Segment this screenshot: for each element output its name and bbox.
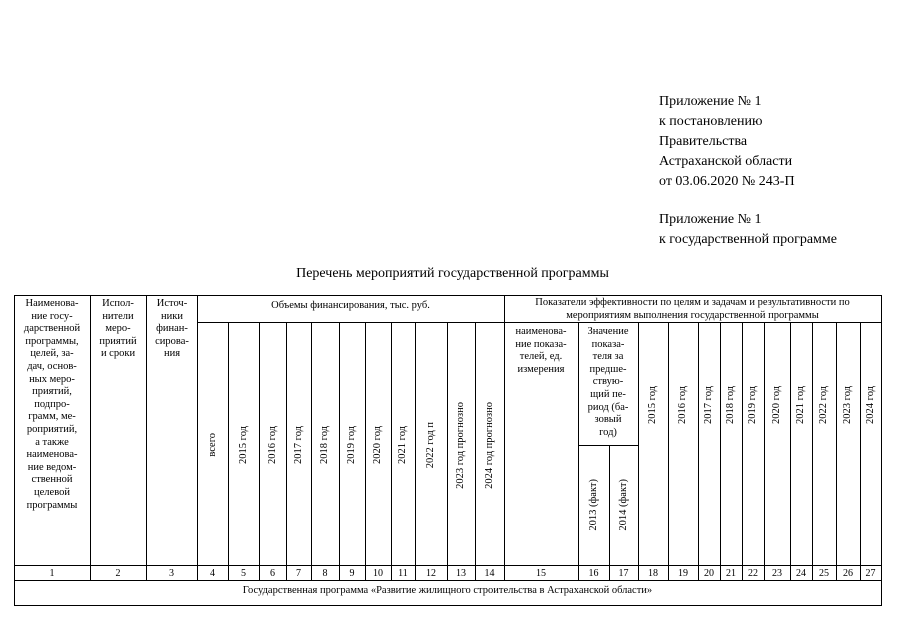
header-funding-sources: Источ- ники финан- сирова- ния: [155, 298, 189, 360]
column-number: 6: [270, 568, 275, 579]
base-year-col-header-label: 2014 (факт): [617, 479, 629, 531]
column-number: 22: [748, 568, 758, 579]
header-indicators: Показатели эффективности по целям и задачам и результативности по мероприятиям выполнения государственной программы: [535, 297, 850, 321]
financing-col-header: [339, 330, 365, 560]
column-number: 15: [536, 568, 546, 579]
column-number: 13: [456, 568, 466, 579]
appendix-line: к постановлению: [659, 114, 763, 129]
column-rule: [146, 295, 147, 580]
appendix-line: Астраханской области: [659, 154, 793, 169]
financing-group-rule: [197, 322, 504, 323]
financing-col-header: [286, 330, 311, 560]
table-border-right: [881, 295, 882, 605]
financing-col-header: [415, 330, 447, 560]
financing-col-header: [447, 330, 475, 560]
indicator-year-col-header: [764, 330, 790, 480]
financing-col-header-label: 2016 год: [266, 426, 278, 464]
financing-col-header: [391, 330, 415, 560]
column-number: 4: [210, 568, 215, 579]
indicator-year-col-header: [790, 330, 812, 480]
table-border-bottom: [14, 605, 882, 606]
column-number: 11: [398, 568, 408, 579]
indicator-year-col-header-label: 2022 год: [818, 386, 829, 424]
financing-col-header-label: всего: [206, 433, 218, 457]
numbers-bottom-rule: [14, 580, 881, 581]
column-number: 25: [819, 568, 829, 579]
financing-col-header-label: 2020 год: [372, 426, 383, 464]
financing-col-header-label: 2024 год прогнозно: [483, 401, 495, 489]
appendix-line: Приложение № 1: [659, 212, 762, 227]
column-number: 26: [843, 568, 853, 579]
column-number: 23: [772, 568, 782, 579]
indicator-year-col-header-label: 2017 год: [703, 386, 714, 424]
column-number: 16: [588, 568, 599, 579]
header-financing-volumes: Объемы финансирования, тыс. руб.: [271, 300, 430, 311]
financing-col-header-label: 2019 год: [346, 426, 357, 464]
column-number: 10: [373, 568, 383, 579]
appendix-line: Правительства: [659, 134, 748, 149]
column-number: 7: [296, 568, 301, 579]
column-rule: [90, 295, 91, 580]
indicator-year-col-header: [742, 330, 764, 480]
financing-col-header-label: 2023 год прогнозно: [455, 401, 466, 489]
appendix-line: к государственной программе: [659, 232, 837, 247]
financing-col-header-label: 2021 год: [397, 426, 408, 464]
base-period-rule: [578, 445, 638, 446]
header-program-name: Наименова- ние госу- дарственной программы, целей, за- дач, основ- ных меро- приятий, подпро- грамм, ме- роприятий, а также наименова- ние ведом- ственной целевой программы: [23, 298, 81, 511]
base-year-col-header: [609, 450, 638, 560]
column-number: 17: [618, 568, 629, 579]
appendix-line: Приложение № 1: [659, 94, 762, 109]
indicator-year-col-header: [698, 330, 720, 480]
base-year-col-header-label: 2013 (факт): [587, 479, 599, 531]
indicator-year-col-header-label: 2024 год: [864, 386, 876, 424]
header-base-value: Значение показа- теля за предше- ствую- щий пе- риод (ба- зовый год): [587, 326, 629, 438]
column-number: 20: [704, 568, 714, 579]
indicator-year-col-header-label: 2018 год: [725, 386, 736, 424]
table-border-left: [14, 295, 15, 605]
column-number: 27: [865, 568, 876, 579]
header-executors: Испол- нители меро- приятий и сроки: [99, 298, 137, 360]
financing-col-header-label: 2018 год: [319, 426, 330, 464]
appendix-block: [659, 92, 837, 250]
column-number: 24: [796, 568, 806, 579]
column-number: 18: [648, 568, 658, 579]
indicator-year-col-header: [668, 330, 698, 480]
financing-col-header-label: 2017 год: [292, 426, 304, 464]
indicator-year-col-header: [860, 330, 881, 480]
column-number: 1: [49, 568, 55, 579]
financing-col-header: [475, 330, 504, 560]
indicator-year-col-header-label: 2023 год: [842, 386, 853, 424]
base-year-col-header: [578, 450, 609, 560]
column-number: 9: [349, 568, 355, 579]
indicator-year-col-header-label: 2019 год: [747, 386, 758, 424]
column-number: 5: [241, 568, 246, 579]
appendix-line: от 03.06.2020 № 243-П: [659, 174, 795, 189]
column-rule: [504, 295, 505, 580]
financing-col-header: [365, 330, 391, 560]
indicator-year-col-header-label: 2021 год: [795, 386, 806, 424]
financing-col-header: [311, 330, 339, 560]
indicator-year-col-header: [836, 330, 860, 480]
financing-col-header: [197, 330, 228, 560]
column-number: 19: [678, 568, 688, 579]
table-border-top: [14, 295, 881, 296]
indicator-year-col-header: [720, 330, 742, 480]
document-title: Перечень мероприятий государственной программы: [296, 266, 609, 281]
financing-col-header-label: 2015 год: [237, 426, 249, 464]
column-number: 21: [726, 568, 736, 579]
financing-col-header: [228, 330, 259, 560]
column-number: 3: [169, 568, 174, 579]
indicator-year-col-header-label: 2016 год: [677, 386, 688, 424]
column-number: 14: [484, 568, 495, 579]
column-number: 8: [322, 568, 328, 579]
indicator-year-col-header: [812, 330, 836, 480]
column-number: 12: [426, 568, 436, 579]
indicator-year-col-header-label: 2015 год: [647, 386, 658, 424]
program-row: Государственная программа «Развитие жилищного строительства в Астраханской области»: [242, 585, 653, 596]
column-number: 2: [115, 568, 121, 579]
header-indicator-name: наименова- ние показа- телей, ед. измерения: [515, 326, 567, 375]
indicator-year-col-header-label: 2020 год: [771, 386, 782, 424]
indicator-year-col-header: [638, 330, 668, 480]
financing-col-header: [259, 330, 286, 560]
financing-col-header-label: 2022 год п: [425, 421, 436, 469]
